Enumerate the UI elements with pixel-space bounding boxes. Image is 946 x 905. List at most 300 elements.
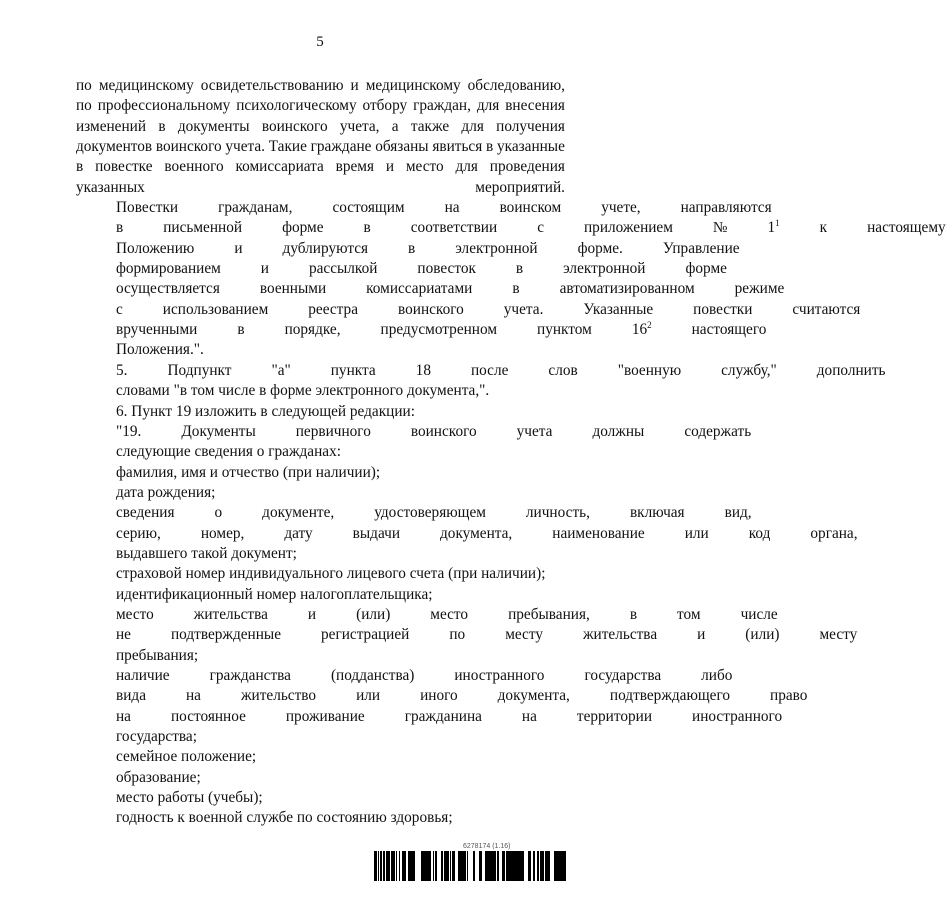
paragraph <box>76 422 752 463</box>
word: территории <box>576 707 653 725</box>
barcode-bar <box>508 851 509 881</box>
word: по <box>76 77 92 94</box>
word: жительства <box>582 626 658 644</box>
word: Положению <box>116 239 195 257</box>
text-run: следующие сведения о гражданах: <box>116 443 341 461</box>
word: медицинскому <box>365 77 461 94</box>
word: слов <box>548 361 578 379</box>
word: воинского <box>155 138 222 156</box>
word: в <box>116 219 124 237</box>
word: настоящему <box>867 219 946 237</box>
word: порядке, <box>284 321 341 339</box>
word: форме <box>685 260 727 278</box>
barcode-bar <box>442 851 443 881</box>
barcode-bar <box>423 851 424 881</box>
barcode-bar <box>562 851 563 881</box>
barcode-bar <box>473 851 475 881</box>
word: формированием <box>116 260 221 278</box>
text-run: место работы (учебы); <box>116 789 263 807</box>
word: а <box>391 117 399 135</box>
superscript: 1 <box>775 218 780 229</box>
word: отбору <box>362 97 408 115</box>
word: первичного <box>295 422 371 440</box>
barcode-bar <box>513 851 515 881</box>
word: комиссариатами <box>366 280 473 298</box>
word: место <box>116 605 154 623</box>
word: (или) <box>356 605 391 623</box>
text-run: 6. Пункт 19 изложить в следующей редакции: <box>116 402 415 420</box>
word: жительство <box>240 687 317 705</box>
word: в <box>515 260 524 278</box>
text-line <box>76 585 565 605</box>
word: электронной <box>563 260 646 278</box>
barcode-bar <box>430 851 431 881</box>
text-run: страховой номер индивидуального лицевого счета (при наличии); <box>116 565 546 583</box>
word: органа, <box>810 524 858 542</box>
text-line <box>76 259 727 279</box>
paragraph <box>76 605 858 666</box>
word: не <box>116 626 131 644</box>
word: Указанные <box>583 300 654 318</box>
text-run: Положения.". <box>116 341 204 359</box>
barcode-bar <box>384 851 385 881</box>
barcode-bar <box>537 851 539 881</box>
word: иностранного <box>692 707 783 725</box>
text-line <box>76 564 565 584</box>
text-line <box>76 76 565 96</box>
word: гражданам, <box>218 199 293 217</box>
barcode-bar <box>487 851 490 881</box>
word: подтверждающего <box>609 687 731 705</box>
text-run: выдавшего такой документ; <box>116 544 297 562</box>
word: должны <box>592 422 645 440</box>
word: серию, <box>116 524 161 542</box>
barcode-bar <box>563 851 564 881</box>
barcode-bar <box>374 851 375 881</box>
word: врученными <box>116 321 198 339</box>
paragraph <box>76 808 565 828</box>
text-line <box>76 442 565 462</box>
barcode-bar <box>376 851 377 881</box>
word: месту <box>819 626 858 644</box>
word: вида <box>116 687 146 705</box>
text-line <box>76 381 565 401</box>
word: форме <box>282 219 324 237</box>
barcode-bar <box>510 851 511 881</box>
barcode-bar <box>386 851 388 881</box>
page-number: 5 <box>316 34 324 50</box>
word: выдачи <box>352 524 401 542</box>
barcode-bar <box>521 851 522 881</box>
word: осуществляется <box>116 280 220 298</box>
word: учета, <box>339 117 380 135</box>
barcode-bar <box>412 851 413 881</box>
word: дату <box>284 524 313 542</box>
barcode-bar <box>433 851 434 881</box>
word: получения <box>496 117 565 135</box>
barcode-bar <box>383 851 384 881</box>
word: время <box>335 158 375 176</box>
barcode-bar <box>479 851 482 881</box>
word: для <box>455 158 478 176</box>
word: направляются <box>680 199 772 217</box>
word: автоматизированном <box>559 280 695 298</box>
barcode-bar <box>452 851 453 881</box>
word: содержать <box>684 422 752 440</box>
barcode-bar <box>378 851 379 881</box>
word: также <box>410 117 450 135</box>
word: в <box>408 239 416 257</box>
word: на <box>116 707 131 725</box>
word: военного <box>164 158 224 176</box>
word: наименование <box>552 524 645 542</box>
word: в <box>629 605 638 623</box>
barcode-bar <box>399 851 400 881</box>
text-line <box>76 239 740 259</box>
word: в <box>486 138 494 156</box>
barcode-bar <box>425 851 428 881</box>
text-run: образование; <box>116 768 201 786</box>
word: учета <box>516 422 553 440</box>
word: удостоверяющем <box>374 504 486 522</box>
barcode-bar <box>453 851 454 881</box>
text-line <box>76 605 778 625</box>
superscript: 2 <box>647 320 652 331</box>
barcode-bar <box>507 851 508 881</box>
barcode-bar <box>460 851 461 881</box>
barcode-bar <box>558 851 559 881</box>
word: учете, <box>601 199 641 217</box>
word: или <box>684 524 709 542</box>
word: военными <box>259 280 327 298</box>
word: или <box>356 687 381 705</box>
word: код <box>748 524 771 542</box>
word: Управление <box>662 239 740 257</box>
word: дублируются <box>282 239 369 257</box>
barcode-bar <box>380 851 382 881</box>
word: пребывания, <box>508 605 590 623</box>
word: в <box>76 158 84 176</box>
word: 5. <box>116 361 128 379</box>
word: гражданства <box>209 666 291 684</box>
text-line <box>76 117 565 137</box>
word: регистрацией <box>321 626 410 644</box>
word: профессиональному <box>97 97 231 115</box>
word: письменной <box>163 219 243 237</box>
paragraph <box>76 463 565 483</box>
word: и <box>350 77 359 94</box>
word: учета. <box>225 138 265 156</box>
word: документе, <box>262 504 335 522</box>
text-line <box>76 463 565 483</box>
barcode-bar <box>497 851 498 881</box>
text-line <box>76 422 752 442</box>
text-line <box>76 808 565 828</box>
word: граждане <box>310 138 372 156</box>
word: с <box>537 219 544 237</box>
barcode-bar <box>506 851 507 881</box>
barcode-bar <box>409 851 410 881</box>
paragraph <box>76 402 565 422</box>
word: форме. <box>577 239 623 257</box>
barcode-bar <box>424 851 425 881</box>
barcode-bar <box>554 851 555 881</box>
word: документа, <box>497 687 570 705</box>
word: к <box>819 219 828 237</box>
word: документы <box>177 117 250 135</box>
text-line <box>76 96 565 116</box>
word: воинского <box>410 422 477 440</box>
word: рассылкой <box>308 260 378 278</box>
text-run: годность к военной службе по состоянию здоровья; <box>116 809 453 827</box>
word: состоящим <box>332 199 405 217</box>
text-line <box>76 402 565 422</box>
word: Такие <box>268 138 307 156</box>
word: пункта <box>330 361 376 379</box>
text-line <box>76 768 565 788</box>
document-body <box>76 76 946 829</box>
word: и <box>234 239 243 257</box>
word: явиться <box>432 138 483 156</box>
barcode-bar <box>549 851 550 881</box>
paragraph <box>76 768 565 788</box>
barcode-bar <box>495 851 496 881</box>
barcode-bar <box>540 851 542 881</box>
text-line <box>76 625 858 645</box>
word: по <box>449 626 466 644</box>
word: иного <box>420 687 458 705</box>
word: повесток <box>417 260 476 278</box>
word: личность, <box>525 504 590 522</box>
barcode-bar <box>545 851 547 881</box>
word: повестки <box>693 300 753 318</box>
text-line <box>76 503 752 523</box>
barcode-bar <box>559 851 562 881</box>
word: по <box>76 97 92 115</box>
word: месту <box>505 626 543 644</box>
barcode-bar <box>557 851 558 881</box>
text-line <box>76 524 858 544</box>
word: место <box>430 605 469 623</box>
word: в <box>158 117 166 135</box>
text-line <box>76 727 565 747</box>
word: предусмотренном <box>380 321 498 339</box>
barcode-bar <box>520 851 521 881</box>
word: учета. <box>503 300 544 318</box>
barcode-bar <box>410 851 412 881</box>
word: считаются <box>792 300 861 318</box>
paragraph <box>76 585 565 605</box>
paragraph <box>76 483 565 503</box>
word: на <box>444 199 460 217</box>
text-line <box>76 483 565 503</box>
word: обследованию, <box>467 77 565 94</box>
word: (подданства) <box>330 666 415 684</box>
paragraph <box>76 564 565 584</box>
word: психологическому <box>236 97 357 115</box>
barcode-bar <box>515 851 516 881</box>
barcode-bar <box>428 851 430 881</box>
barcode-bar <box>435 851 437 881</box>
barcode-bar <box>511 851 513 881</box>
barcode-bar <box>491 851 493 881</box>
word: иностранного <box>454 666 545 684</box>
text-line <box>76 747 565 767</box>
word: Повестки <box>116 199 179 217</box>
paragraph <box>76 76 565 198</box>
word: номер, <box>200 524 245 542</box>
word: использованием <box>162 300 269 318</box>
word: внесения <box>505 97 565 115</box>
text-line <box>76 666 733 686</box>
barcode-bar <box>493 851 495 881</box>
word: дополнить <box>816 361 886 379</box>
word: жительства <box>193 605 268 623</box>
barcode-bar <box>405 851 406 881</box>
barcode-bar <box>490 851 491 881</box>
word: службу," <box>721 361 777 379</box>
barcode-bar <box>533 851 534 881</box>
barcode-bar <box>522 851 524 881</box>
word: № <box>712 219 728 237</box>
barcode-bar <box>454 851 455 881</box>
text-run: дата рождения; <box>116 483 216 501</box>
barcode-bar <box>375 851 376 881</box>
word: проведения <box>489 158 565 176</box>
paragraph <box>76 788 565 808</box>
text-line <box>76 320 767 340</box>
barcode-bar <box>465 851 466 881</box>
text-run: семейное положение; <box>116 748 257 766</box>
barcode-bar <box>446 851 447 881</box>
word: на <box>521 707 537 725</box>
barcode-bar <box>564 851 565 881</box>
barcode-bar <box>447 851 448 881</box>
barcode-bar <box>444 851 446 881</box>
word: указанные <box>496 138 565 156</box>
word: для <box>461 117 484 135</box>
text-run: словами "в том числе в форме электронного документа,". <box>116 382 490 400</box>
word: "а" <box>271 361 291 379</box>
word: документов <box>76 138 153 156</box>
barcode-bar <box>461 851 463 881</box>
text-line <box>76 707 783 727</box>
text-line <box>76 340 565 360</box>
word: воинском <box>499 199 562 217</box>
barcode-bar <box>450 851 451 881</box>
word: и <box>385 158 395 176</box>
barcode-bar <box>516 851 517 881</box>
word: право <box>770 687 808 705</box>
barcode-bar <box>391 851 392 881</box>
word: $16^2$ <box>631 320 652 339</box>
barcode-bar <box>388 851 390 881</box>
word: приложением <box>583 219 673 237</box>
paragraph <box>76 666 808 747</box>
word: комиссариата <box>235 158 324 176</box>
barcode-bar <box>485 851 487 881</box>
word: граждан, <box>413 97 471 115</box>
word: освидетельствованию <box>200 77 344 94</box>
barcode-bar <box>528 851 530 881</box>
barcode-bar <box>542 851 543 881</box>
text-line <box>76 198 772 218</box>
barcode-bar <box>413 851 415 881</box>
word: Подпункт <box>167 361 232 379</box>
word: изменений <box>76 117 147 135</box>
word: воинского <box>398 300 464 318</box>
barcode-bar <box>555 851 557 881</box>
text-line <box>76 544 565 564</box>
word: вид, <box>724 504 752 522</box>
text-line <box>76 361 886 381</box>
word: на <box>185 687 201 705</box>
barcode-bar <box>448 851 449 881</box>
word: "военную <box>617 361 682 379</box>
text-line <box>76 279 785 299</box>
barcode-bar <box>498 851 499 881</box>
word: постоянное <box>170 707 246 725</box>
barcode-bar <box>467 851 468 881</box>
word: включая <box>629 504 685 522</box>
paragraph <box>76 361 886 402</box>
word: для <box>476 97 500 115</box>
word: и <box>307 605 317 623</box>
barcode-bar <box>458 851 460 881</box>
barcode-bar <box>530 851 531 881</box>
paragraph <box>76 503 858 564</box>
word: указанных <box>76 178 145 196</box>
text-run: пребывания; <box>116 646 199 664</box>
word: после <box>470 361 509 379</box>
word: настоящего <box>691 321 767 339</box>
barcode-bar <box>464 851 465 881</box>
text-run: государства; <box>116 728 197 745</box>
barcode-bar <box>441 851 442 881</box>
word: о <box>214 504 223 522</box>
word: обязаны <box>375 138 429 156</box>
word: 18 <box>415 361 431 379</box>
word: соответствии <box>410 219 498 237</box>
paragraph <box>76 747 565 767</box>
word: проживание <box>285 707 365 725</box>
word: числе <box>740 605 778 623</box>
text-line <box>76 646 565 666</box>
word: и <box>260 260 269 278</box>
word: в <box>237 321 245 339</box>
word: в <box>512 280 520 298</box>
barcode-bar <box>408 851 409 881</box>
barcode-bar <box>463 851 464 881</box>
barcode-bar <box>543 851 544 881</box>
barcode-bar <box>392 851 394 881</box>
barcode-bar <box>534 851 535 881</box>
text-run: фамилия, имя и отчество (при наличии); <box>116 463 381 481</box>
word: пунктом <box>537 321 592 339</box>
barcode-bar <box>421 851 423 881</box>
text-line <box>76 788 565 808</box>
word: режиме <box>734 280 785 298</box>
word: том <box>677 605 701 623</box>
barcode-bar <box>509 851 510 881</box>
word: место <box>405 158 444 176</box>
word: электронной <box>455 239 538 257</box>
text-line <box>76 218 946 238</box>
word: медицинскому <box>98 77 194 94</box>
text-line <box>76 686 808 706</box>
word: с <box>116 300 123 318</box>
word: воинского <box>261 117 328 135</box>
